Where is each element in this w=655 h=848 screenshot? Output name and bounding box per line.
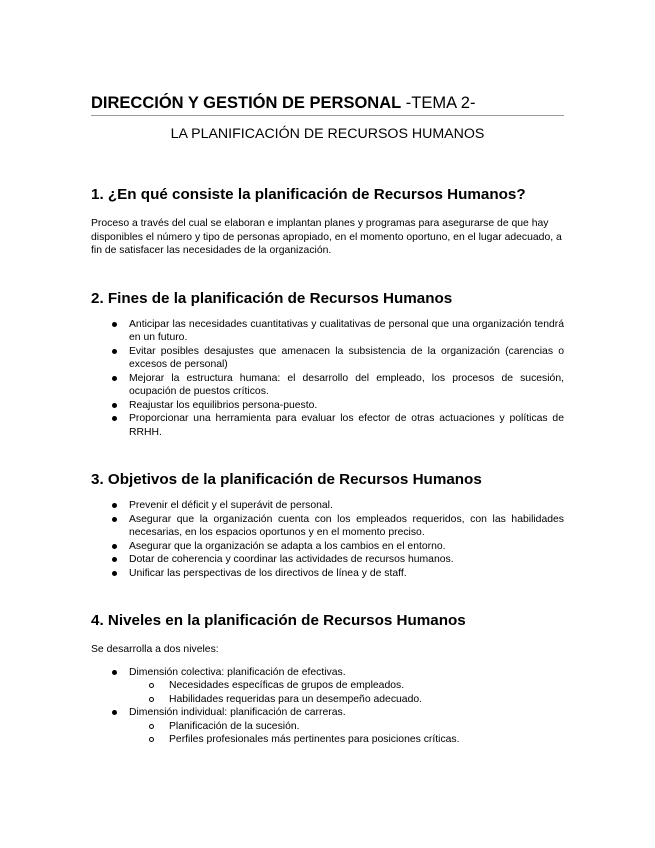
document-title [91, 92, 564, 114]
list-item-text: Proporcionar una herramienta para evaluar los efector de otras actuaciones y políticas de RRHH. [129, 413, 564, 438]
section-4-intro: Se desarrolla a dos niveles: [91, 644, 219, 655]
list-item-text: Dimensión individual: planificación de carreras. [129, 707, 346, 718]
sublist [129, 679, 564, 706]
section-3-list [91, 499, 564, 580]
bullet-icon [112, 517, 117, 522]
circle-bullet-icon [149, 683, 154, 688]
list-item [91, 345, 564, 372]
list-item-text: Evitar posibles desajustes que amenacen la subsistencia de la organización (carencias o excesos de personal) [129, 345, 564, 370]
list-item [91, 318, 564, 345]
bullet-icon [112, 670, 117, 675]
bullet-icon [112, 416, 117, 421]
list-item-text: Asegurar que la organización se adapta a los cambios en el entorno. [129, 540, 446, 552]
section-4 [91, 611, 564, 747]
section-1-title: 1. ¿En qué consiste la planificación de Recursos Humanos? [91, 186, 526, 203]
list-item [91, 706, 564, 747]
sublist-item [129, 720, 564, 734]
bullet-icon [112, 544, 117, 549]
list-item [91, 567, 564, 581]
bullet-icon [112, 571, 117, 576]
sublist-item-text: Habilidades requeridas para un desempeño adecuado. [169, 693, 423, 705]
list-item-text: Dimensión colectiva: planificación de efectivas. [129, 666, 346, 678]
list-item [91, 553, 564, 567]
section-1 [91, 185, 564, 258]
section-4-title: 4. Niveles en la planificación de Recursos Humanos [91, 612, 466, 629]
bullet-icon [112, 349, 117, 354]
section-1-paragraph: Proceso a través del cual se elaboran e implantan planes y programas para asegurarse de que hay disponibles el número y tipo de personas apropiado, en el momento oportuno, en el lugar adecuado, a fin de satisfacer las necesidades de la organización. [91, 218, 562, 256]
document-title-bold: DIRECCIÓN Y GESTIÓN DE PERSONAL [91, 94, 402, 112]
section-4-list [91, 666, 564, 747]
section-3 [91, 470, 564, 580]
section-2 [91, 289, 564, 440]
document-subtitle: LA PLANIFICACIÓN DE RECURSOS HUMANOS [170, 126, 485, 142]
bullet-icon [112, 503, 117, 508]
bullet-icon [112, 322, 117, 327]
sublist-item-text: Necesidades específicas de grupos de empleados. [169, 680, 405, 691]
list-item-text: Dotar de coherencia y coordinar las actividades de recursos humanos. [129, 554, 454, 565]
list-item [91, 399, 564, 413]
list-item [91, 412, 564, 439]
list-item [91, 666, 564, 707]
list-item-text: Anticipar las necesidades cuantitativas y cualitativas de personal que una organización tendrá en un futuro. [129, 318, 564, 343]
list-item-text: Unificar las perspectivas de los directivos de línea y de staff. [129, 567, 407, 579]
circle-bullet-icon [149, 697, 154, 702]
sublist [129, 720, 564, 747]
bullet-icon [112, 710, 117, 715]
list-item [91, 513, 564, 540]
sublist-item-text: Planificación de la sucesión. [169, 720, 300, 732]
circle-bullet-icon [149, 737, 154, 742]
sublist-item [129, 679, 564, 693]
sublist-item-text: Perfiles profesionales más pertinentes para posiciones críticas. [169, 734, 460, 745]
sublist-item [129, 733, 564, 747]
sublist-item [129, 693, 564, 707]
list-item-text: Prevenir el déficit y el superávit de personal. [129, 500, 333, 511]
bullet-icon [112, 376, 117, 381]
bullet-icon [112, 403, 117, 408]
list-item-text: Asegurar que la organización cuenta con los empleados requeridos, con las habilidades necesarias, en los espacios oportunos y en el momento preciso. [129, 513, 564, 538]
section-2-title: 2. Fines de la planificación de Recursos Humanos [91, 289, 453, 307]
list-item-text: Mejorar la estructura humana: el desarrollo del empleado, los procesos de sucesión, ocupación de puestos críticos. [129, 372, 564, 397]
list-item [91, 499, 564, 513]
document-title-topic: -TEMA 2- [401, 94, 476, 112]
list-item [91, 540, 564, 554]
circle-bullet-icon [149, 724, 154, 729]
bullet-icon [112, 557, 117, 562]
section-3-title: 3. Objetivos de la planificación de Recursos Humanos [91, 471, 482, 488]
document-header [91, 92, 564, 116]
section-2-list [91, 318, 564, 440]
list-item [91, 372, 564, 399]
list-item-text: Reajustar los equilibrios persona-puesto. [129, 399, 318, 411]
